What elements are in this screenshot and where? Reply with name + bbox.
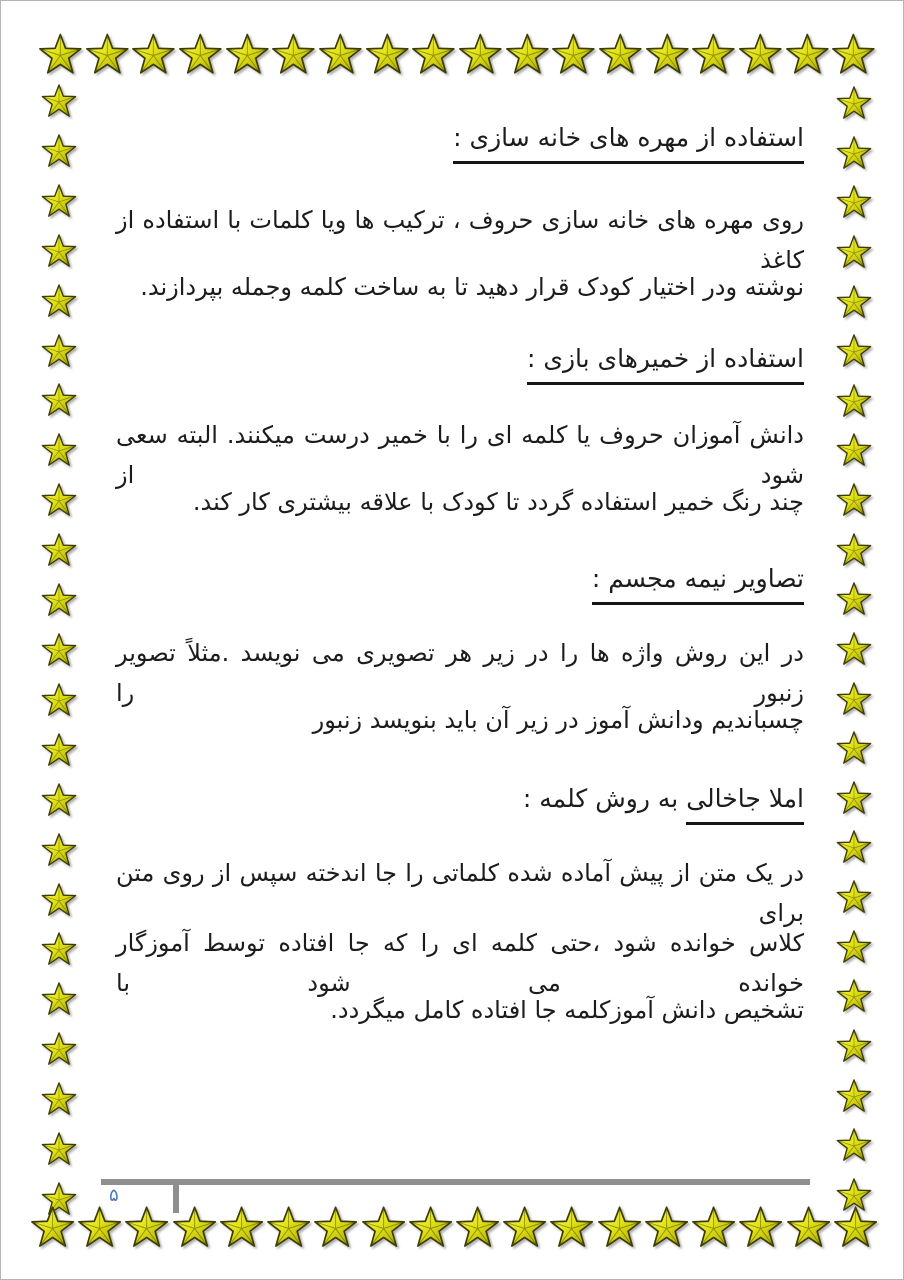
section-heading-khamir [116, 341, 804, 377]
paragraph-line: تشخیص دانش آموزکلمه جا افتاده کامل میگردد. [330, 996, 804, 1024]
star-icon [835, 829, 873, 867]
paragraph-line: در این روش واژه ها را در زیر هر تصویری می نویسد .مثلاً تصویر زنبور را [116, 639, 804, 707]
star-icon [40, 333, 78, 371]
star-icon [37, 32, 84, 79]
heading-rest-text: به روش کلمه : [522, 784, 687, 813]
star-icon [830, 32, 877, 79]
star-border-left [40, 83, 78, 1219]
star-icon [40, 981, 78, 1019]
section-heading-mohreh [116, 120, 804, 156]
paragraph-line: روی مهره های خانه سازی حروف ، ترکیب ها ویا کلمات با استفاده از کاغذ [116, 206, 804, 274]
star-icon [29, 1204, 76, 1253]
star-icon [40, 782, 78, 820]
star-icon [835, 482, 873, 520]
star-icon [40, 632, 78, 670]
paragraph-line: در یک متن از پیش آماده شده کلماتی را جا اندخته سپس از روی متن برای [116, 859, 804, 927]
star-icon [835, 1127, 873, 1165]
star-icon [40, 233, 78, 271]
star-icon [40, 1131, 78, 1169]
star-border-right [835, 85, 873, 1215]
star-icon [835, 631, 873, 669]
footer-tab-mark [173, 1185, 179, 1213]
star-icon [40, 532, 78, 570]
star-icon [835, 532, 873, 570]
star-icon [40, 133, 78, 171]
heading-underlined-text: تصاویر نیمه مجسم : [592, 564, 804, 605]
paragraph-line: کلاس خوانده شود ،حتی کلمه ای را که جا افتاده توسط آموزگار خوانده می شود با [116, 929, 804, 997]
page-number: ۵ [109, 1185, 119, 1206]
star-icon [40, 832, 78, 870]
star-icon [835, 1028, 873, 1066]
star-icon [835, 681, 873, 719]
paragraph-line: نوشته ودر اختیار کودک قرار دهید تا به ساخت کلمه وجمله بپردازند. [140, 273, 804, 301]
star-icon [835, 184, 873, 222]
footer-rule [101, 1179, 810, 1185]
star-icon [40, 882, 78, 920]
star-icon [40, 432, 78, 470]
star-icon [40, 1081, 78, 1119]
document-body [116, 1, 804, 1279]
star-icon [835, 978, 873, 1016]
star-icon [835, 879, 873, 917]
star-icon [835, 383, 873, 421]
star-icon [40, 931, 78, 969]
heading-underlined-text: استفاده از مهره های خانه سازی : [453, 123, 804, 164]
star-icon [40, 732, 78, 770]
star-icon [835, 85, 873, 123]
star-icon [40, 83, 78, 121]
star-icon [40, 482, 78, 520]
star-icon [40, 582, 78, 620]
star-icon [40, 183, 78, 221]
heading-underlined-text: استفاده از خمیرهای بازی : [527, 344, 804, 385]
star-icon [835, 780, 873, 818]
star-icon [835, 730, 873, 768]
paragraph-line: دانش آموزان حروف یا کلمه ای را با خمیر درست میکنند. البته سعی شود از [116, 421, 804, 489]
star-icon [835, 432, 873, 470]
star-icon [835, 581, 873, 619]
star-icon [40, 283, 78, 321]
star-icon [835, 1078, 873, 1116]
paragraph-line: چند رنگ خمیر استفاده گردد تا کودک با علاقه بیشتری کار کند. [192, 488, 804, 516]
star-icon [835, 929, 873, 967]
star-icon [40, 682, 78, 720]
section-heading-tasavir [116, 561, 804, 597]
star-icon [40, 382, 78, 420]
star-icon [835, 284, 873, 322]
star-icon [40, 1031, 78, 1069]
paragraph-line: چسباندیم ودانش آموز در زیر آن باید بنویسد زنبور [312, 706, 804, 734]
star-icon [835, 333, 873, 371]
star-icon [835, 135, 873, 173]
heading-underlined-text: املا جاخالی [686, 784, 804, 825]
section-heading-emla [116, 781, 804, 817]
star-icon [835, 234, 873, 272]
star-icon [832, 1204, 879, 1253]
